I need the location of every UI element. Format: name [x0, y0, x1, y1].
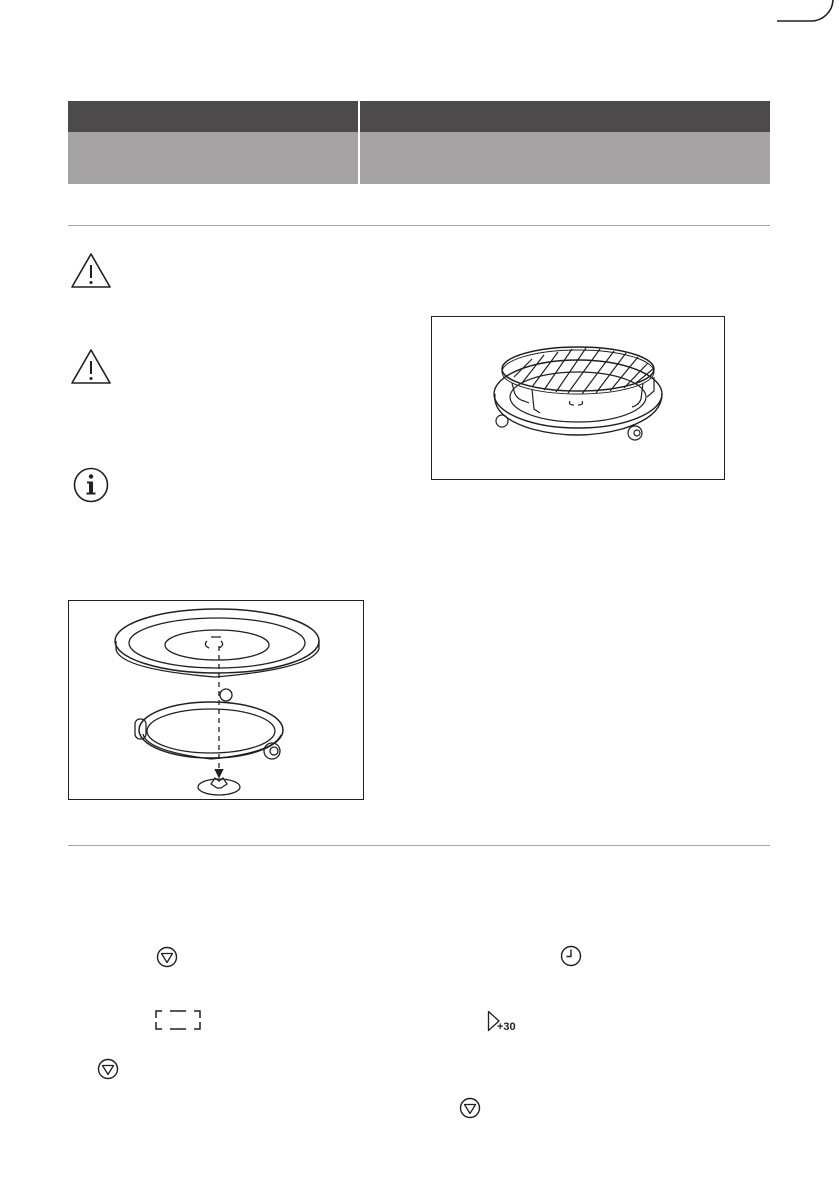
- crop-mark: [777, 0, 836, 22]
- display-dashes-icon: [154, 1008, 202, 1032]
- illustration-grill-rack-on-turntable: [431, 316, 725, 480]
- table-body-row: [68, 132, 770, 184]
- section-divider: [68, 225, 770, 226]
- table-header-row: [68, 101, 770, 132]
- start-triangle-circle-icon: [459, 1097, 481, 1119]
- play-plus-30-icon: [487, 1010, 527, 1036]
- info-circle-icon: [73, 467, 109, 503]
- warning-triangle-icon: [70, 348, 112, 386]
- warning-triangle-icon: [70, 252, 112, 290]
- illustration-turntable-assembly: [68, 600, 364, 800]
- section-divider: [68, 845, 770, 846]
- start-triangle-circle-icon: [156, 946, 178, 968]
- clock-icon: [560, 945, 582, 967]
- plus30-label: +30: [497, 1021, 516, 1033]
- table-column-divider: [358, 101, 360, 185]
- start-triangle-circle-icon: [97, 1058, 119, 1080]
